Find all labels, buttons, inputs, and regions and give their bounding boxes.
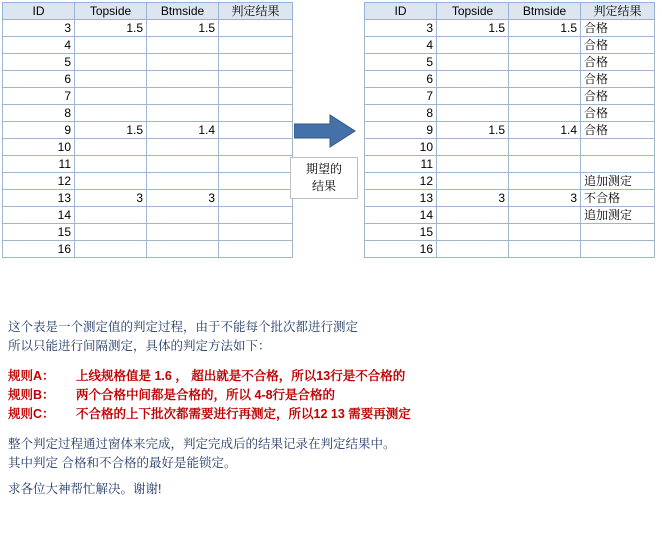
- rule-b: [8, 386, 648, 405]
- table-row: [3, 37, 293, 54]
- cell-topside[interactable]: 3: [75, 190, 147, 207]
- cell-btmside[interactable]: [147, 71, 219, 88]
- cell-btmside[interactable]: [509, 207, 581, 224]
- cell-btmside[interactable]: [509, 37, 581, 54]
- rule-c-name: 规则C：: [8, 407, 55, 421]
- cell-result[interactable]: 合格: [581, 54, 655, 71]
- cell-topside[interactable]: [437, 71, 509, 88]
- table-row: [365, 71, 655, 88]
- cell-topside[interactable]: [75, 71, 147, 88]
- cell-topside[interactable]: [75, 37, 147, 54]
- cell-result[interactable]: [219, 173, 293, 190]
- table-row: [365, 207, 655, 224]
- table-row: [3, 241, 293, 258]
- rule-a-name: 规则A：: [8, 369, 55, 383]
- cell-id[interactable]: 9: [3, 122, 75, 139]
- cell-result[interactable]: [581, 139, 655, 156]
- cell-result[interactable]: 合格: [581, 122, 655, 139]
- cell-id[interactable]: 3: [365, 20, 437, 37]
- cell-id[interactable]: 9: [365, 122, 437, 139]
- table-row: [3, 139, 293, 156]
- cell-btmside[interactable]: [147, 54, 219, 71]
- cell-btmside[interactable]: [509, 241, 581, 258]
- cell-btmside[interactable]: [509, 156, 581, 173]
- cell-result[interactable]: 不合格: [581, 190, 655, 207]
- cell-id[interactable]: 3: [3, 20, 75, 37]
- table-row: [365, 88, 655, 105]
- table-row: [365, 173, 655, 190]
- cell-id[interactable]: 16: [3, 241, 75, 258]
- table-row: [3, 54, 293, 71]
- cell-result[interactable]: [219, 20, 293, 37]
- rule-a-text: 上线规格值是 1.6 ， 超出就是不合格，所以13行是不合格的: [76, 369, 406, 383]
- cell-btmside[interactable]: 3: [509, 190, 581, 207]
- cell-result[interactable]: [219, 71, 293, 88]
- middle-annotation: [289, 2, 361, 282]
- cell-id[interactable]: 13: [365, 190, 437, 207]
- cell-id[interactable]: 16: [365, 241, 437, 258]
- cell-result[interactable]: [219, 224, 293, 241]
- column-header-btmside: Btmside: [147, 3, 219, 20]
- cell-btmside[interactable]: [147, 37, 219, 54]
- cell-result[interactable]: [219, 156, 293, 173]
- table-row: [3, 156, 293, 173]
- table-row: [3, 173, 293, 190]
- cell-topside[interactable]: [75, 139, 147, 156]
- cell-topside[interactable]: [75, 88, 147, 105]
- cell-result[interactable]: [219, 37, 293, 54]
- cell-btmside[interactable]: [147, 156, 219, 173]
- column-header-topside: Topside: [75, 3, 147, 20]
- cell-topside[interactable]: 1.5: [75, 122, 147, 139]
- cell-btmside[interactable]: [509, 173, 581, 190]
- cell-result[interactable]: [219, 207, 293, 224]
- table-row: [3, 224, 293, 241]
- cell-id[interactable]: 8: [3, 105, 75, 122]
- cell-topside[interactable]: [437, 241, 509, 258]
- cell-result[interactable]: [581, 156, 655, 173]
- cell-topside[interactable]: [437, 37, 509, 54]
- cell-result[interactable]: 追加测定: [581, 173, 655, 190]
- cell-id[interactable]: 6: [3, 71, 75, 88]
- before-table: [2, 2, 293, 258]
- outro-line-2: 其中判定 合格和不合格的最好是能锁定。: [8, 456, 237, 470]
- cell-btmside[interactable]: [147, 173, 219, 190]
- cell-topside[interactable]: [437, 54, 509, 71]
- cell-topside[interactable]: [437, 105, 509, 122]
- cell-topside[interactable]: 1.5: [437, 20, 509, 37]
- cell-topside[interactable]: [75, 173, 147, 190]
- cell-result[interactable]: 合格: [581, 20, 655, 37]
- outro-line-3: 求各位大神帮忙解决。谢谢!: [8, 482, 162, 496]
- after-table: [364, 2, 655, 258]
- cell-id[interactable]: 15: [365, 224, 437, 241]
- table-row: [3, 20, 293, 37]
- cell-btmside[interactable]: [509, 139, 581, 156]
- table-row: [365, 224, 655, 241]
- table-row: [365, 156, 655, 173]
- cell-topside[interactable]: [437, 88, 509, 105]
- cell-result[interactable]: 合格: [581, 37, 655, 54]
- cell-btmside[interactable]: [147, 207, 219, 224]
- cell-id[interactable]: 13: [3, 190, 75, 207]
- table-row: [3, 88, 293, 105]
- table-row: [3, 105, 293, 122]
- cell-topside[interactable]: 1.5: [437, 122, 509, 139]
- cell-btmside[interactable]: 1.4: [147, 122, 219, 139]
- cell-id[interactable]: 10: [365, 139, 437, 156]
- cell-btmside[interactable]: 3: [147, 190, 219, 207]
- cell-result[interactable]: [219, 105, 293, 122]
- intro-line-1: 这个表是一个测定值的判定过程，由于不能每个批次都进行测定: [8, 320, 359, 334]
- cell-topside[interactable]: [75, 105, 147, 122]
- cell-id[interactable]: 7: [3, 88, 75, 105]
- table-row: [3, 122, 293, 139]
- cell-result[interactable]: [581, 241, 655, 258]
- cell-topside[interactable]: [437, 207, 509, 224]
- cell-id[interactable]: 14: [365, 207, 437, 224]
- cell-result[interactable]: [219, 88, 293, 105]
- expected-result-label: [290, 157, 358, 199]
- table-row: [3, 207, 293, 224]
- cell-result[interactable]: 合格: [581, 105, 655, 122]
- outro-line-1: 整个判定过程通过窗体来完成，判定完成后的结果记录在判定结果中。: [8, 437, 396, 451]
- cell-btmside[interactable]: [147, 241, 219, 258]
- cell-topside[interactable]: [437, 139, 509, 156]
- table-row: [365, 20, 655, 37]
- expected-result-label-line1: 期望的: [305, 162, 342, 176]
- table-row: [365, 241, 655, 258]
- cell-id[interactable]: 12: [365, 173, 437, 190]
- cell-result[interactable]: 合格: [581, 71, 655, 88]
- cell-id[interactable]: 14: [3, 207, 75, 224]
- cell-id[interactable]: 8: [365, 105, 437, 122]
- cell-id[interactable]: 12: [3, 173, 75, 190]
- cell-result[interactable]: [219, 54, 293, 71]
- cell-id[interactable]: 5: [3, 54, 75, 71]
- table-row: [365, 105, 655, 122]
- cell-topside[interactable]: [75, 241, 147, 258]
- cell-id[interactable]: 10: [3, 139, 75, 156]
- cell-result[interactable]: [219, 139, 293, 156]
- cell-btmside[interactable]: [509, 54, 581, 71]
- table-row: [365, 37, 655, 54]
- cell-btmside[interactable]: 1.5: [509, 20, 581, 37]
- column-header-btmside: Btmside: [509, 3, 581, 20]
- cell-id[interactable]: 6: [365, 71, 437, 88]
- column-header-id: ID: [365, 3, 437, 20]
- cell-btmside[interactable]: [147, 105, 219, 122]
- intro-line-2: 所以只能进行间隔测定，具体的判定方法如下：: [8, 339, 271, 353]
- cell-topside[interactable]: [75, 207, 147, 224]
- cell-btmside[interactable]: 1.4: [509, 122, 581, 139]
- cell-btmside[interactable]: [147, 139, 219, 156]
- cell-id[interactable]: 5: [365, 54, 437, 71]
- arrow-right-icon: [294, 114, 356, 148]
- table-header-row: [3, 3, 293, 20]
- cell-btmside[interactable]: [509, 71, 581, 88]
- table-row: [3, 190, 293, 207]
- cell-result[interactable]: [219, 122, 293, 139]
- cell-topside[interactable]: [75, 54, 147, 71]
- column-header-result: 判定结果: [581, 3, 655, 20]
- cell-result[interactable]: [219, 190, 293, 207]
- cell-topside[interactable]: [75, 224, 147, 241]
- rule-c-text: 不合格的上下批次都需要进行再测定，所以12 13 需要再测定: [76, 407, 411, 421]
- cell-btmside[interactable]: [147, 224, 219, 241]
- cell-id[interactable]: 15: [3, 224, 75, 241]
- cell-id[interactable]: 4: [3, 37, 75, 54]
- rule-c: [8, 405, 648, 424]
- rule-a: [8, 367, 648, 386]
- cell-topside[interactable]: 3: [437, 190, 509, 207]
- cell-topside[interactable]: [437, 156, 509, 173]
- table-row: [365, 54, 655, 71]
- cell-topside[interactable]: [437, 173, 509, 190]
- column-header-result: 判定结果: [219, 3, 293, 20]
- cell-btmside[interactable]: [509, 224, 581, 241]
- cell-id[interactable]: 11: [3, 156, 75, 173]
- cell-result[interactable]: [219, 241, 293, 258]
- cell-topside[interactable]: 1.5: [75, 20, 147, 37]
- column-header-id: ID: [3, 3, 75, 20]
- rule-b-name: 规则B：: [8, 388, 55, 402]
- cell-btmside[interactable]: [509, 105, 581, 122]
- table-row: [365, 139, 655, 156]
- cell-topside[interactable]: [437, 224, 509, 241]
- notes-block: [8, 318, 648, 499]
- table-header-row: [365, 3, 655, 20]
- cell-btmside[interactable]: [147, 88, 219, 105]
- cell-result[interactable]: [581, 224, 655, 241]
- expected-result-label-line2: 结果: [311, 179, 336, 193]
- cell-id[interactable]: 11: [365, 156, 437, 173]
- rule-b-text: 两个合格中间都是合格的，所以 4-8行是合格的: [76, 388, 336, 402]
- table-row: [365, 190, 655, 207]
- cell-btmside[interactable]: [509, 88, 581, 105]
- cell-result[interactable]: 合格: [581, 88, 655, 105]
- table-row: [3, 71, 293, 88]
- cell-topside[interactable]: [75, 156, 147, 173]
- table-row: [365, 122, 655, 139]
- cell-id[interactable]: 7: [365, 88, 437, 105]
- cell-btmside[interactable]: 1.5: [147, 20, 219, 37]
- column-header-topside: Topside: [437, 3, 509, 20]
- cell-id[interactable]: 4: [365, 37, 437, 54]
- cell-result[interactable]: 追加测定: [581, 207, 655, 224]
